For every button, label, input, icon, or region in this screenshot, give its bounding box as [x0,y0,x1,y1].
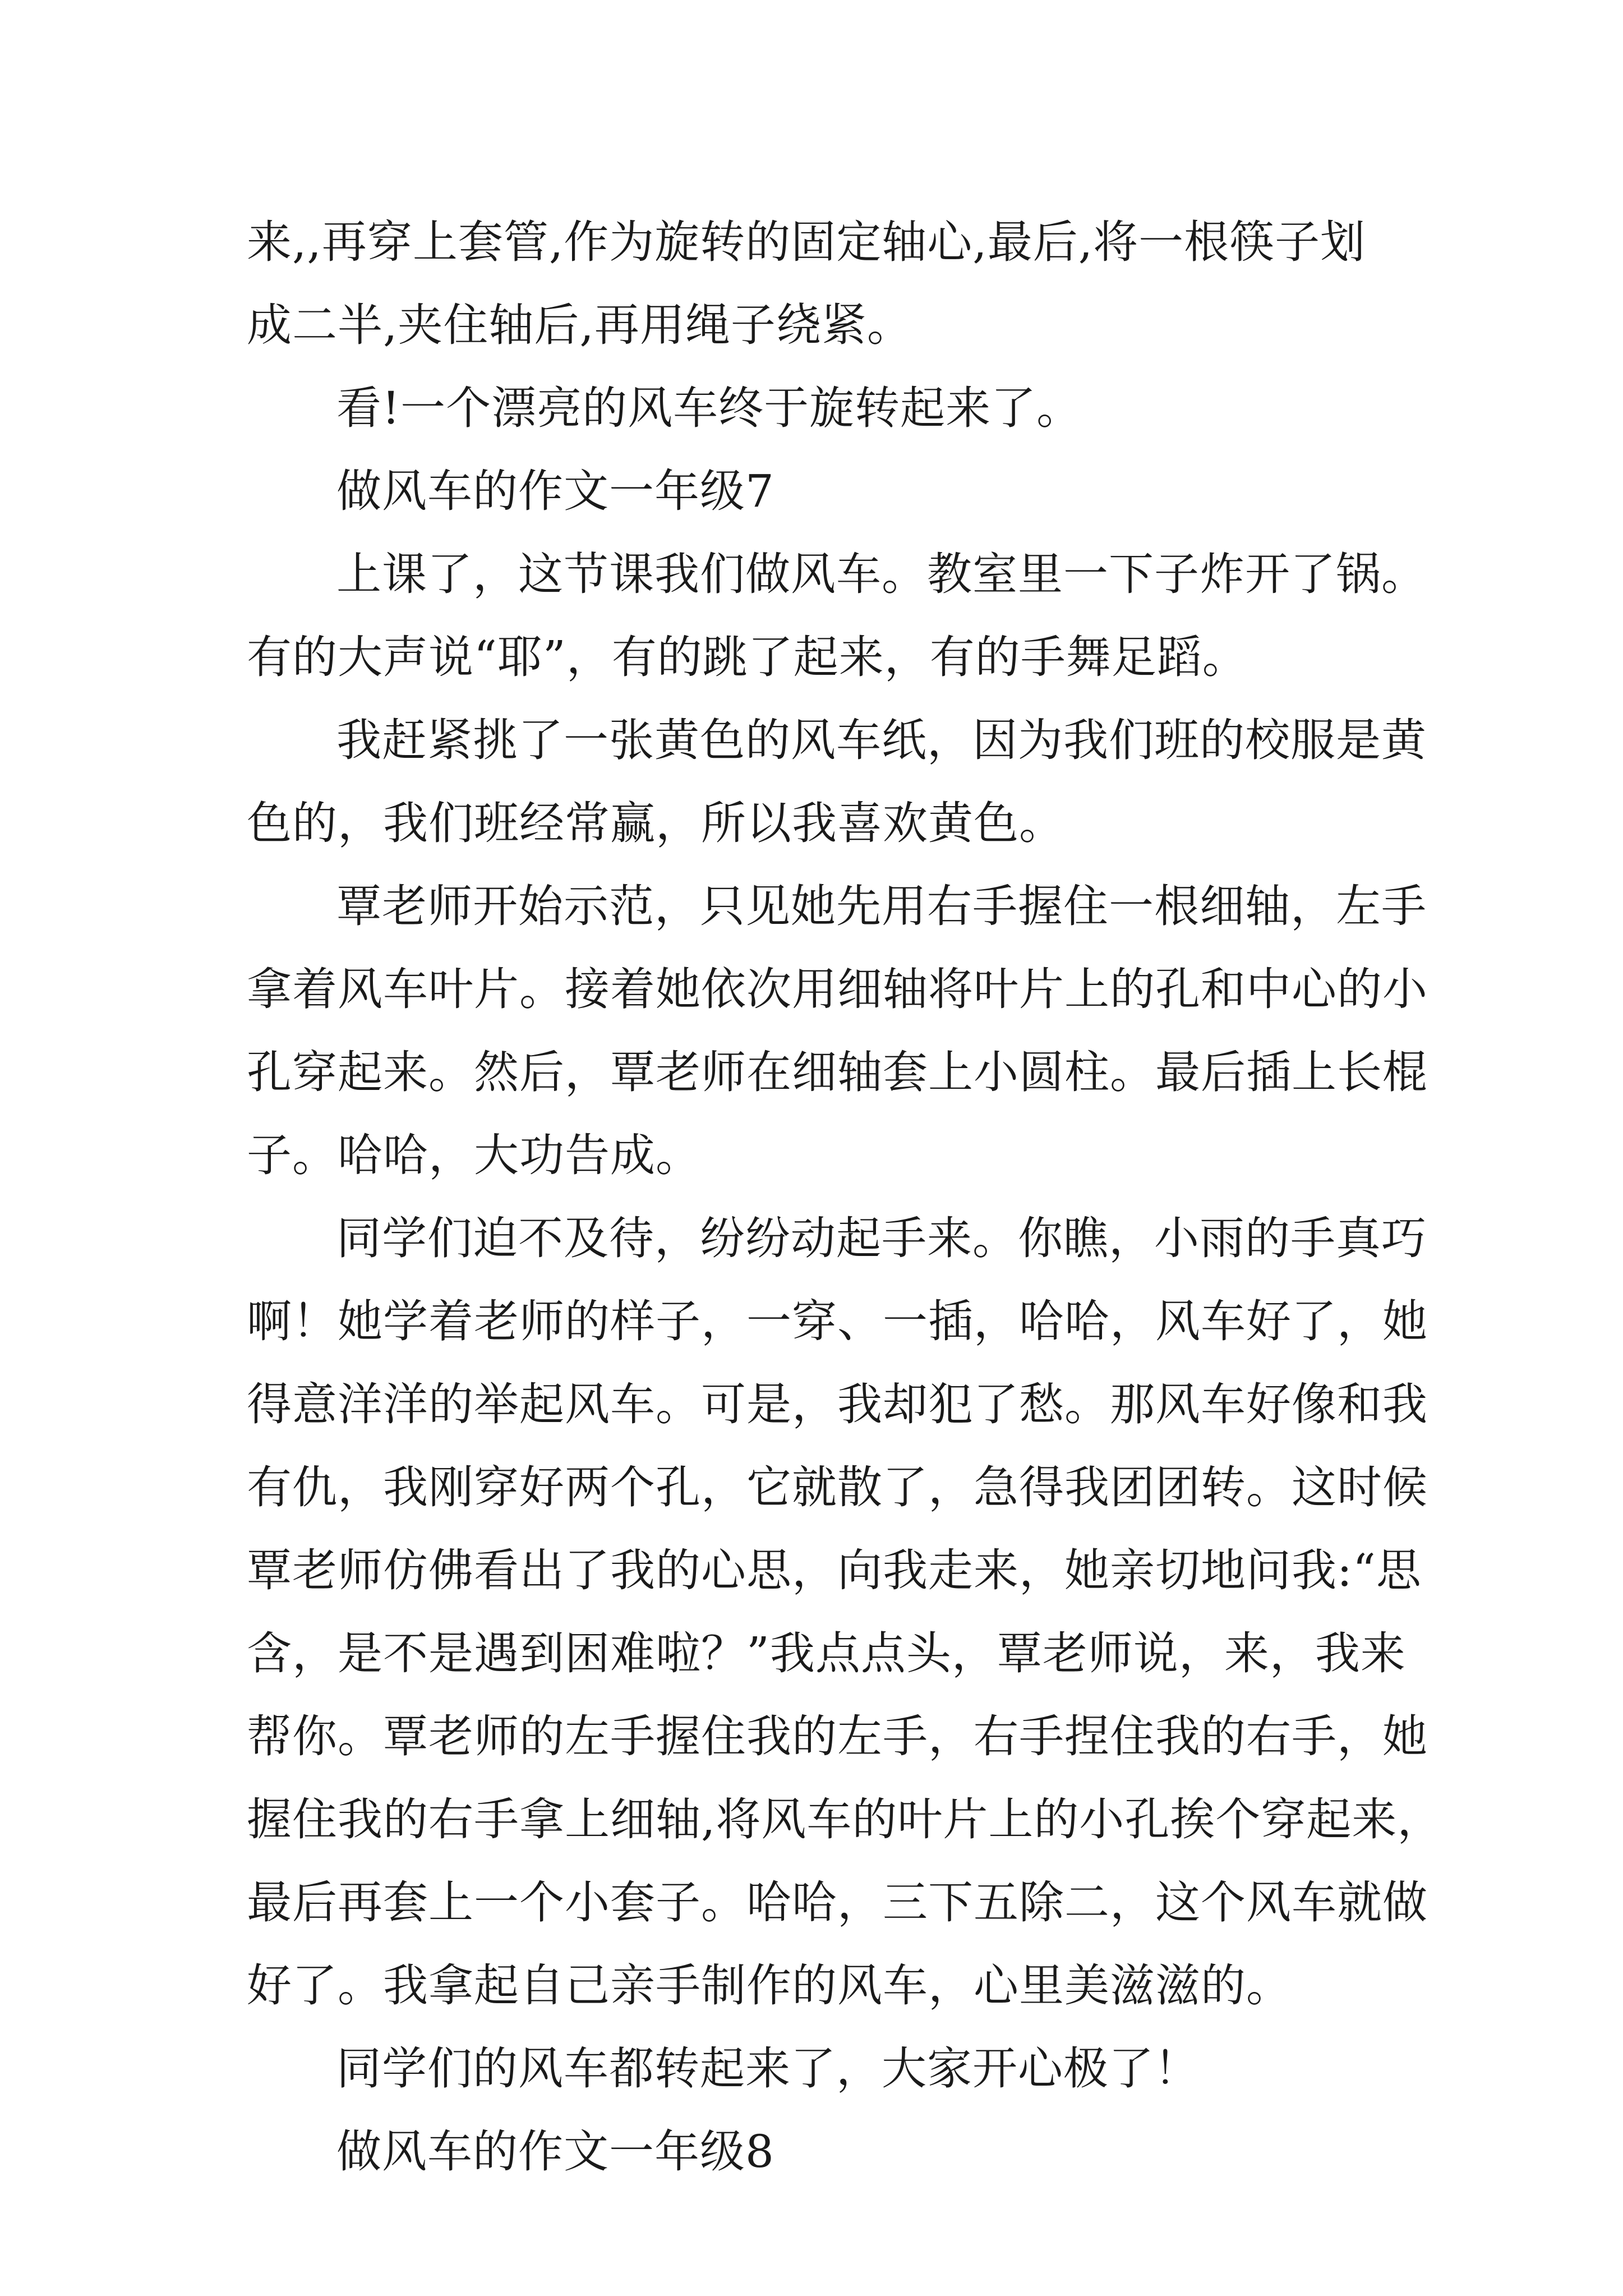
text-line: 有仇，我刚穿好两个孔，它就散了，急得我团团转。这时候 [247,1461,1428,1513]
text-line: 我赶紧挑了一张黄色的风车纸，因为我们班的校服是黄 [336,714,1427,766]
text-line: 上课了，这节课我们做风车。教室里一下子炸开了锅。 [336,548,1427,600]
text-line: 握住我的右手拿上细轴,将风车的叶片上的小孔挨个穿起来， [247,1793,1443,1846]
text-line: 来,,再穿上套管,作为旋转的固定轴心,最后,将一根筷子划 [247,216,1366,268]
text-line: 帮你。覃老师的左手握住我的左手，右手捏住我的右手，她 [247,1710,1428,1763]
text-line: 好了。我拿起自己亲手制作的风车，心里美滋滋的。 [247,1959,1292,2012]
section-heading: 做风车的作文一年级7 [336,465,774,517]
text-line: 孔穿起来。然后，覃老师在细轴套上小圆柱。最后插上长棍 [247,1046,1428,1098]
text-line: 覃老师开始示范，只见她先用右手握住一根细轴，左手 [336,880,1427,932]
text-line: 同学们迫不及待，纷纷动起手来。你瞧，小雨的手真巧 [336,1212,1427,1264]
text-line: 最后再套上一个小套子。哈哈，三下五除二，这个风车就做 [247,1876,1428,1929]
text-line: 同学们的风车都转起来了，大家开心极了！ [336,2042,1200,2095]
text-line: 含，是不是遇到困难啦？”我点点头，覃老师说，来，我来 [247,1627,1406,1680]
text-line: 子。哈哈，大功告成。 [247,1129,701,1181]
text-line: 有的大声说“耶”，有的跳了起来，有的手舞足蹈。 [247,631,1248,683]
text-line: 覃老师仿佛看出了我的心思，向我走来，她亲切地问我:“思 [247,1544,1422,1596]
section-heading: 做风车的作文一年级8 [336,2125,774,2178]
text-line: 色的，我们班经常赢，所以我喜欢黄色。 [247,797,1064,849]
text-line: 拿着风车叶片。接着她依次用细轴将叶片上的孔和中心的小 [247,963,1428,1015]
text-line: 看!一个漂亮的风车终于旋转起来了。 [336,382,1082,434]
text-line: 成二半,夹住轴后,再用绳子绕紧。 [247,299,912,351]
text-line: 啊！她学着老师的样子，一穿、一插，哈哈，风车好了，她 [247,1295,1428,1347]
text-line: 得意洋洋的举起风车。可是，我却犯了愁。那风车好像和我 [247,1378,1428,1430]
